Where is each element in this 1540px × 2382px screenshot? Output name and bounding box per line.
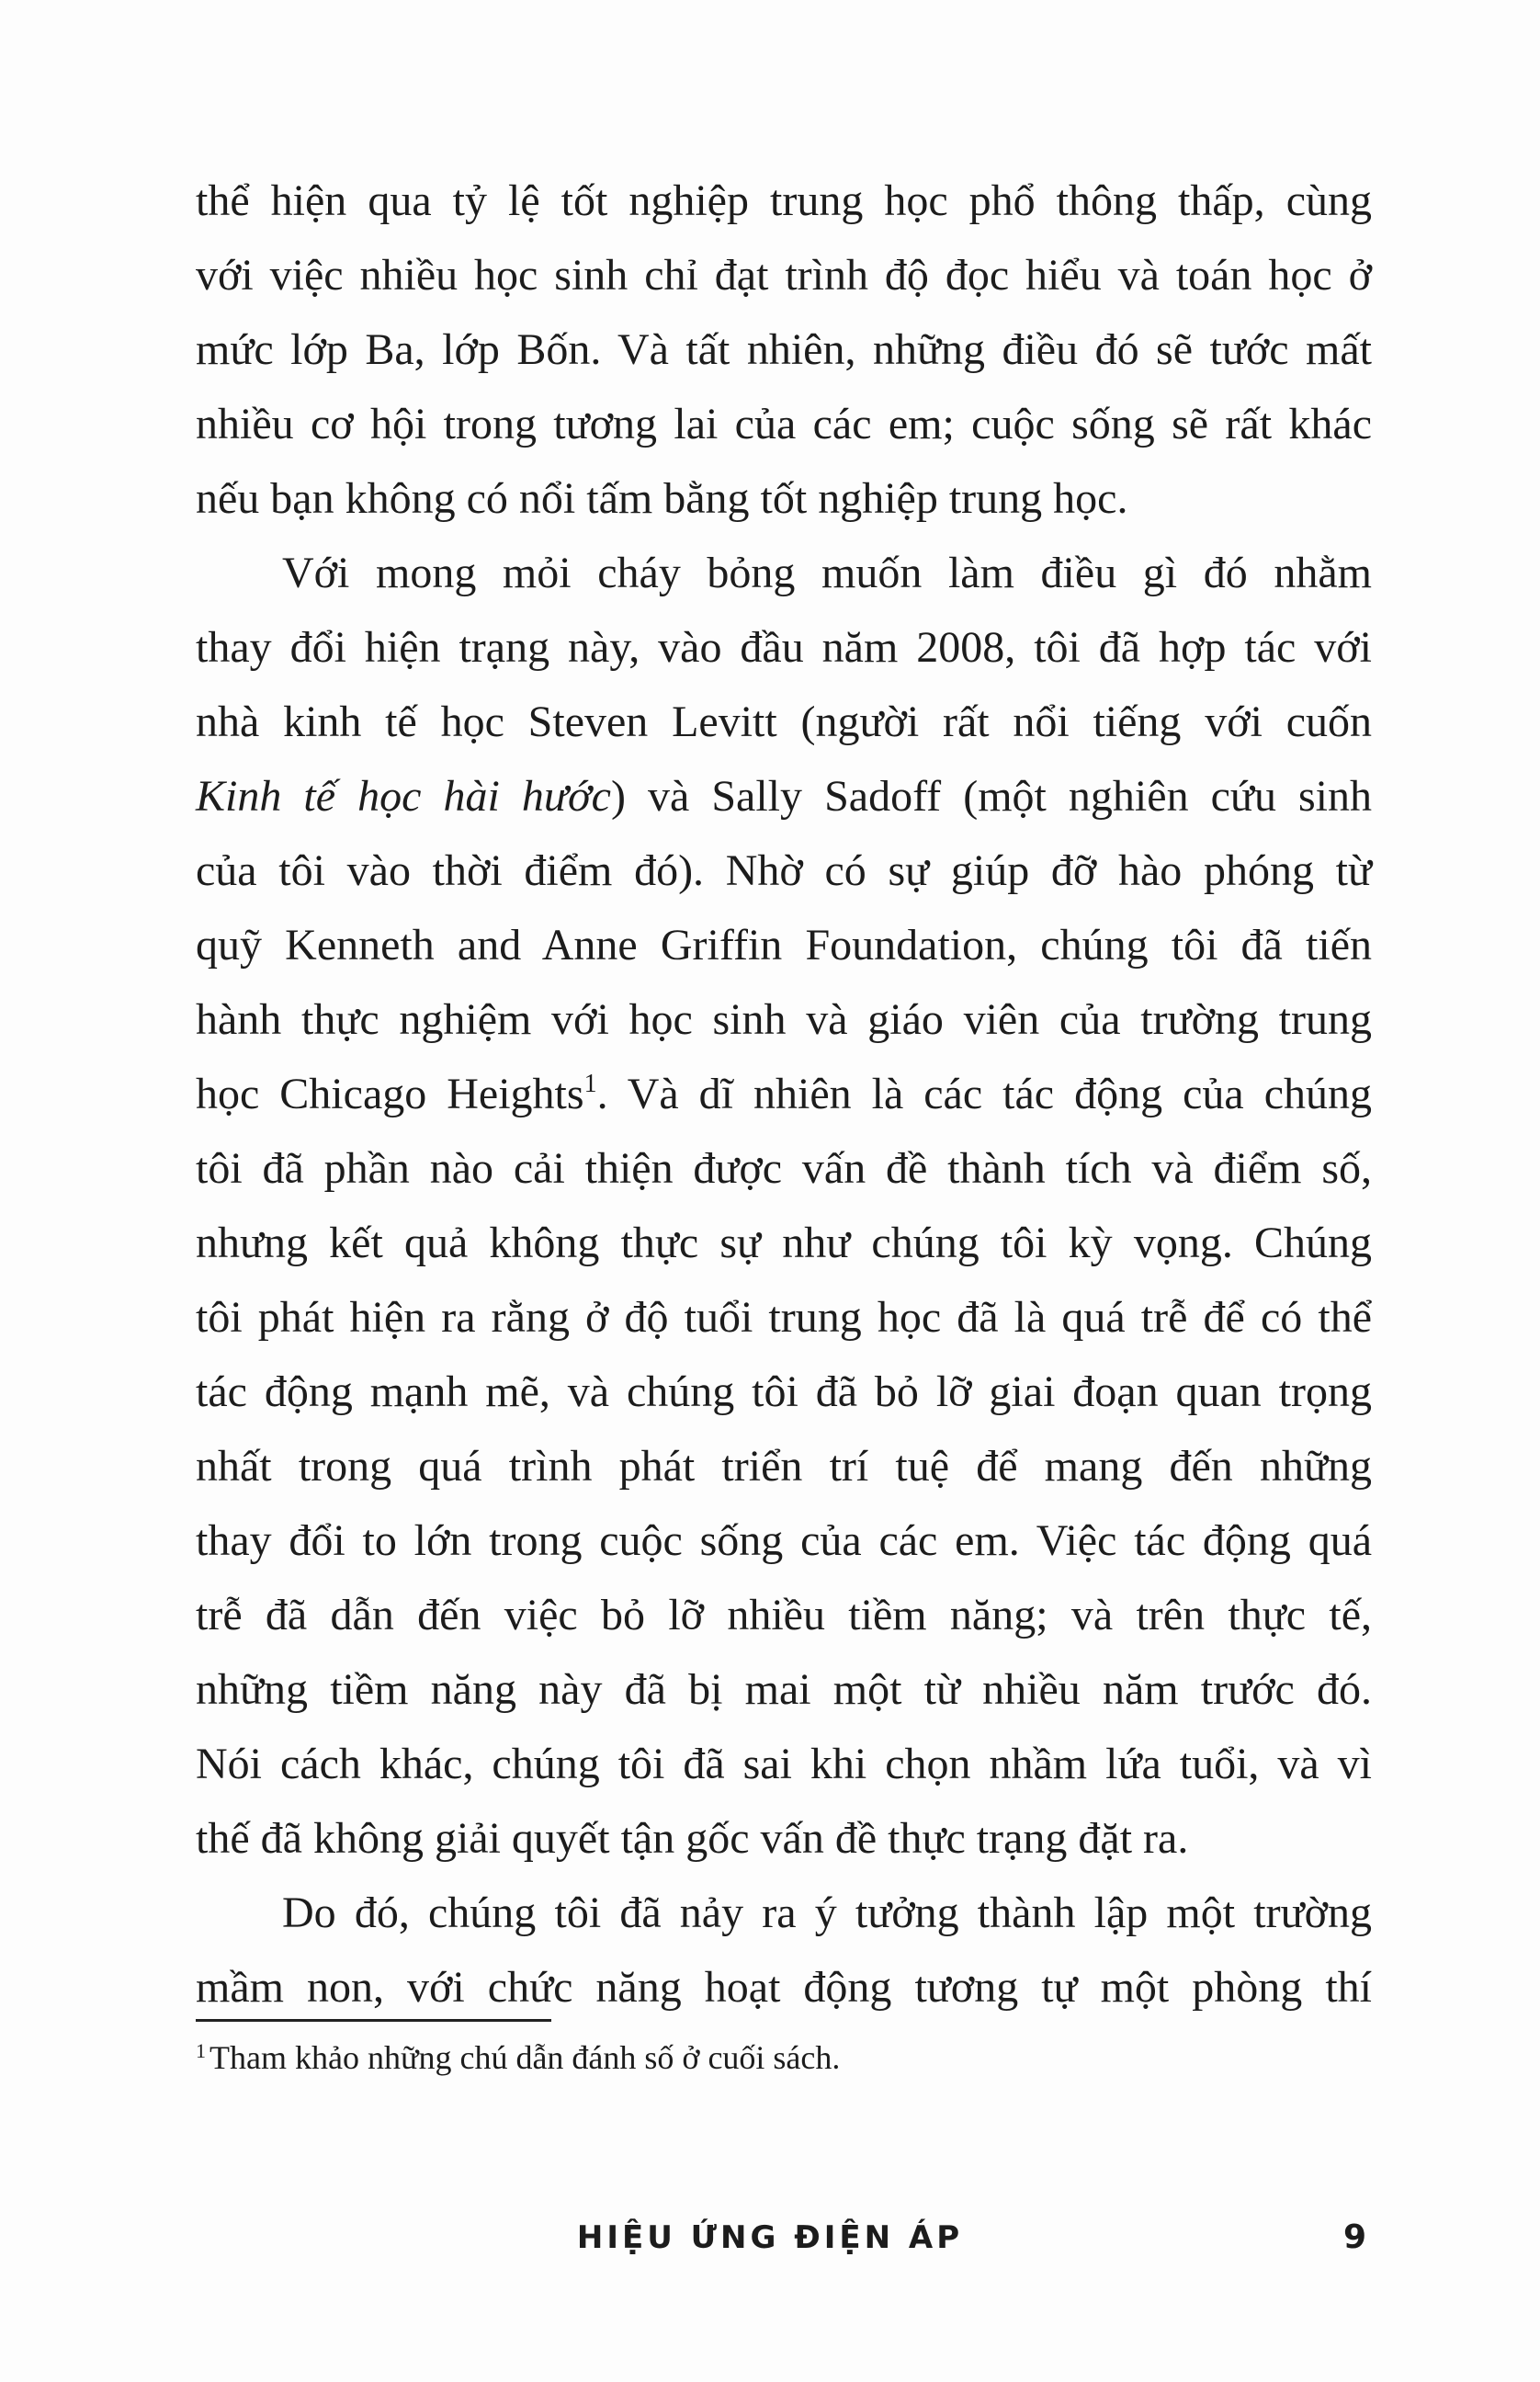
page-number: 9 bbox=[1343, 2218, 1367, 2256]
body-line: thay đổi hiện trạng này, vào đầu năm 2008, tôi đã hợp tác với bbox=[196, 623, 1372, 672]
body-line: nhiều cơ hội trong tương lai của các em; cuộc sống sẽ rất khác bbox=[196, 400, 1372, 448]
footnote bbox=[196, 2035, 840, 2081]
body-line: của tôi vào thời điểm đó). Nhờ có sự giúp đỡ hào phóng từ bbox=[196, 846, 1372, 895]
footnote-text: Tham khảo những chú dẫn đánh số ở cuối sách. bbox=[209, 2039, 841, 2076]
footnote-reference: 1 bbox=[583, 1070, 597, 1098]
body-line: tôi đã phần nào cải thiện được vấn đề thành tích và điểm số, bbox=[196, 1144, 1372, 1193]
body-line: mầm non, với chức năng hoạt động tương tự một phòng thí bbox=[196, 1963, 1372, 2012]
book-title-italic: Kinh tế học hài hước bbox=[196, 772, 611, 821]
body-text bbox=[196, 164, 1372, 2025]
body-line: thay đổi to lớn trong cuộc sống của các em. Việc tác động quá bbox=[196, 1516, 1372, 1565]
body-line: quỹ Kenneth and Anne Griffin Foundation, chúng tôi đã tiến bbox=[196, 921, 1372, 970]
body-line: thể hiện qua tỷ lệ tốt nghiệp trung học phổ thông thấp, cùng bbox=[196, 176, 1372, 225]
body-line: với việc nhiều học sinh chỉ đạt trình độ đọc hiểu và toán học ở bbox=[196, 251, 1372, 300]
body-line-before: học Chicago Heights bbox=[196, 1070, 584, 1118]
running-title: HIỆU ỨNG ĐIỆN ÁP bbox=[576, 2219, 964, 2256]
body-line bbox=[196, 759, 1372, 834]
body-line: nhất trong quá trình phát triển trí tuệ để mang đến những bbox=[196, 1442, 1372, 1491]
body-line: những tiềm năng này đã bị mai một từ nhiều năm trước đó. bbox=[196, 1665, 1372, 1714]
body-line: nếu bạn không có nổi tấm bằng tốt nghiệp trung học. bbox=[196, 474, 1128, 523]
body-line: thế đã không giải quyết tận gốc vấn đề thực trạng đặt ra. bbox=[196, 1814, 1189, 1863]
body-line-rest: ) và Sally Sadoff (một nghiên cứu sinh bbox=[610, 772, 1373, 821]
body-line: Với mong mỏi cháy bỏng muốn làm điều gì đó nhằm bbox=[282, 549, 1372, 597]
body-line: trễ đã dẫn đến việc bỏ lỡ nhiều tiềm năng; và trên thực tế, bbox=[196, 1591, 1372, 1639]
footnote-divider bbox=[196, 2019, 551, 2022]
body-line: nhà kinh tế học Steven Levitt (người rất nổi tiếng với cuốn bbox=[196, 698, 1372, 746]
body-line: Do đó, chúng tôi đã nảy ra ý tưởng thành lập một trường bbox=[282, 1889, 1372, 1937]
body-line: tôi phát hiện ra rằng ở độ tuổi trung học đã là quá trễ để có thể bbox=[196, 1293, 1372, 1342]
body-line: tác động mạnh mẽ, và chúng tôi đã bỏ lỡ giai đoạn quan trọng bbox=[196, 1367, 1372, 1416]
body-line: mức lớp Ba, lớp Bốn. Và tất nhiên, những điều đó sẽ tước mất bbox=[196, 325, 1372, 374]
body-line-after: . Và dĩ nhiên là các tác động của chúng bbox=[596, 1070, 1372, 1118]
body-line: nhưng kết quả không thực sự như chúng tôi kỳ vọng. Chúng bbox=[196, 1219, 1372, 1267]
body-line bbox=[196, 1057, 1372, 1131]
body-line: Nói cách khác, chúng tôi đã sai khi chọn nhầm lứa tuổi, và vì bbox=[196, 1740, 1372, 1788]
footnote-number: 1 bbox=[196, 2039, 206, 2062]
body-line: hành thực nghiệm với học sinh và giáo viên của trường trung bbox=[196, 995, 1372, 1044]
